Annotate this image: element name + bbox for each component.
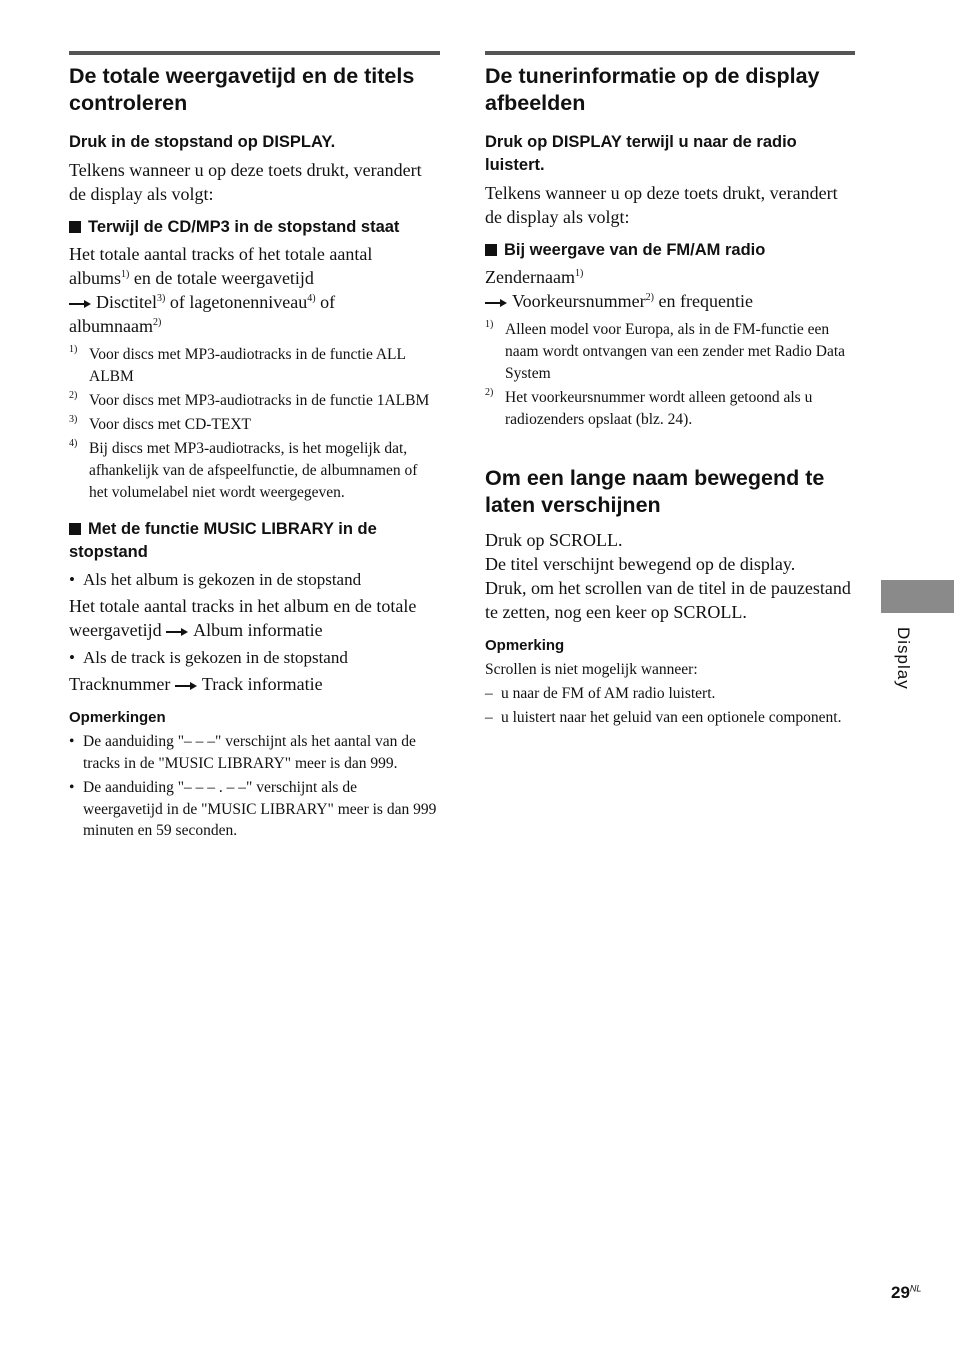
note-intro: Scrollen is niet mogelijk wanneer:: [485, 661, 698, 678]
arrow-right-icon: [485, 298, 507, 308]
body-text: Druk op SCROLL.: [485, 530, 623, 550]
square-bullet-icon: [69, 523, 81, 535]
right-column: [485, 51, 855, 731]
footnote: 1) Voor discs met MP3-audiotracks in de functie ALL ALBM: [69, 344, 406, 385]
subsection-title: Terwijl de CD/MP3 in de stopstand staat: [69, 216, 440, 239]
section-rule: [69, 51, 440, 55]
body-text: De titel verschijnt bewegend op de display.: [485, 554, 796, 574]
body-text: Druk, om het scrollen van de titel in de pauzestand te zetten, nog een keer op SCROLL.: [485, 578, 851, 622]
subsection-title: Met de functie MUSIC LIBRARY in de stopstand: [69, 520, 377, 561]
footnote: 3) Voor discs met CD-TEXT: [69, 414, 252, 433]
instruction: Druk in de stopstand op DISPLAY.: [69, 133, 336, 151]
subsection-title: Bij weergave van de FM/AM radio: [485, 239, 855, 262]
arrow-right-icon: [166, 627, 188, 637]
square-bullet-icon: [485, 244, 497, 256]
side-tab-marker: [881, 580, 954, 613]
footnote: 2) Het voorkeursnummer wordt alleen getoond als u radiozenders opslaat (blz. 24).: [485, 387, 813, 428]
section-heading: De tunerinformatie op de display afbeelden: [485, 64, 820, 115]
arrow-right-icon: [175, 681, 197, 691]
footnotes: [485, 319, 855, 431]
note-item: • De aanduiding "– – – . – –" verschijnt als de weergavetijd in de "MUSIC LIBRARY" meer is dan 999 minuten en 59 seconden.: [69, 777, 440, 842]
note-item: – u luistert naar het geluid van een optionele component.: [485, 707, 855, 729]
footnote: 1) Alleen model voor Europa, als in de FM-functie een naam wordt ontvangen van een zender met Radio Data System: [485, 319, 846, 382]
note-title: Opmerking: [485, 637, 565, 654]
note-item: – u naar de FM of AM radio luistert.: [485, 683, 855, 705]
square-bullet-icon: [69, 221, 81, 233]
side-tab-label: Display: [894, 627, 913, 690]
section-heading: De totale weergavetijd en de titels controleren: [69, 64, 415, 115]
list-item: • Als het album is gekozen in de stopstand: [69, 568, 440, 592]
section-heading: Om een lange naam bewegend te laten verschijnen: [485, 466, 825, 517]
sequence-text: Tracknummer Track informatie: [69, 674, 323, 694]
sequence-text: Het totale aantal tracks of het totale aantal albums$^{1)}$ en de totale weergavetijd Disctitel$^{3)}$ of lagetonenniveau$^{4)}$ of albumnaam$^{2)}$: [69, 244, 373, 336]
section-rule: [485, 51, 855, 55]
footnotes: [69, 344, 440, 504]
sequence-text: Het totale aantal tracks in het album en de totale weergavetijd Album informatie: [69, 596, 417, 640]
arrow-right-icon: [69, 299, 91, 309]
notes-title: Opmerkingen: [69, 709, 166, 726]
footnote: 2) Voor discs met MP3-audiotracks in de functie 1ALBM: [69, 390, 430, 409]
intro-text: Telkens wanneer u op deze toets drukt, verandert de display als volgt:: [485, 183, 838, 227]
left-column: [69, 51, 440, 845]
footnote: 4) Bij discs met MP3-audiotracks, is het mogelijk dat, afhankelijk van de afspeelfunctie, de albumnamen of het volumelabel niet wordt weergegeven.: [69, 438, 418, 501]
instruction: Druk op DISPLAY terwijl u naar de radio luistert.: [485, 133, 797, 174]
list-item: • Als de track is gekozen in de stopstand: [69, 646, 440, 670]
note-item: • De aanduiding "– – –" verschijnt als het aantal van de tracks in de "MUSIC LIBRARY" meer is dan 999.: [69, 731, 440, 774]
intro-text: Telkens wanneer u op deze toets drukt, verandert de display als volgt:: [69, 160, 422, 204]
page-number: $29^{NL}$: [891, 1283, 922, 1302]
sequence-text: Zendernaam$^{1)}$ Voorkeursnummer$^{2)}$ en frequentie: [485, 267, 753, 311]
